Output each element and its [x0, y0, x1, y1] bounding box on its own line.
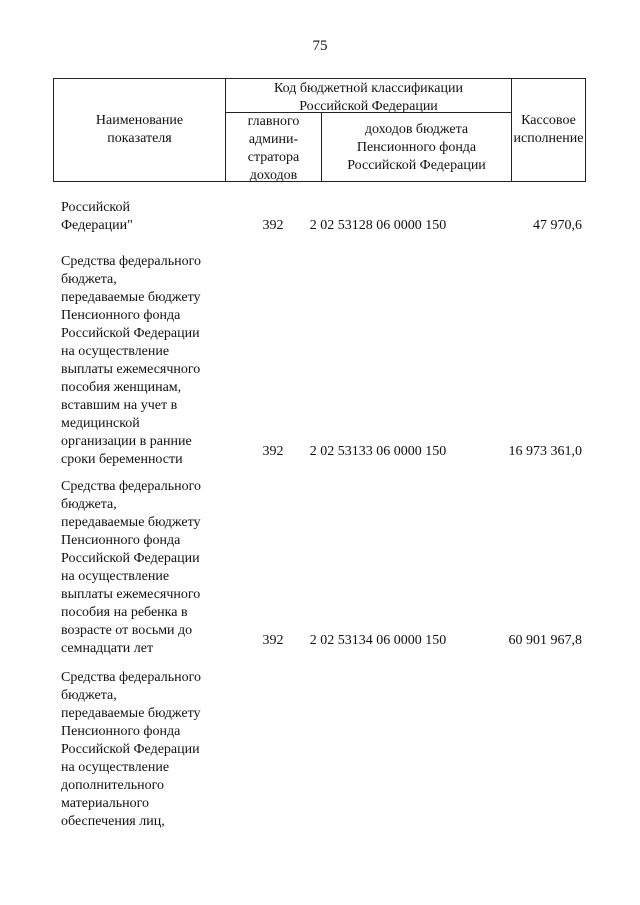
- page-number: 75: [312, 38, 328, 54]
- row-admin-code: 392: [262, 444, 284, 459]
- row-name: Средства федерального бюджета, передаваемые бюджету Пенсионного фонда Российской Федерации на осуществление выплаты ежемесячного пособия женщинам, вставшим на учет в медицинской организации в ранние сроки беременности: [61, 254, 201, 467]
- header-admin-cell: [226, 113, 322, 181]
- header-admin-label: главного админи- стратора доходов: [247, 114, 300, 183]
- row-name: Средства федерального бюджета, передаваемые бюджету Пенсионного фонда Российской Федерации на осуществление выплаты ежемесячного пособия на ребенка в возрасте от восьми до семнадцати лет: [61, 479, 201, 656]
- header-cash-cell: [512, 79, 585, 181]
- row-income-code: 2 02 53128 06 0000 150: [309, 218, 447, 233]
- table-header: [53, 78, 586, 182]
- row-income-code: 2 02 53134 06 0000 150: [309, 633, 447, 648]
- row-name: Российской Федерации": [61, 200, 133, 233]
- row-admin-code: 392: [262, 218, 284, 233]
- header-code-label: Код бюджетной классификации Российской Федерации: [274, 81, 463, 114]
- header-name-label: Наименование показателя: [95, 113, 184, 146]
- row-name: Средства федерального бюджета, передаваемые бюджету Пенсионного фонда Российской Федерации на осуществление дополнительного материального обеспечения лиц,: [61, 670, 201, 829]
- row-cash-value: 16 973 361,0: [508, 444, 582, 459]
- header-income-cell: [322, 113, 512, 181]
- header-cash-label: Кассовое исполнение: [513, 113, 584, 146]
- header-income-label: доходов бюджета Пенсионного фонда Российской Федерации: [347, 122, 486, 173]
- header-code-cell: [226, 79, 512, 113]
- row-income-code: 2 02 53133 06 0000 150: [309, 444, 447, 459]
- header-name-cell: [54, 79, 226, 181]
- row-cash-value: 60 901 967,8: [508, 633, 582, 648]
- row-admin-code: 392: [262, 633, 284, 648]
- row-cash-value: 47 970,6: [533, 218, 582, 233]
